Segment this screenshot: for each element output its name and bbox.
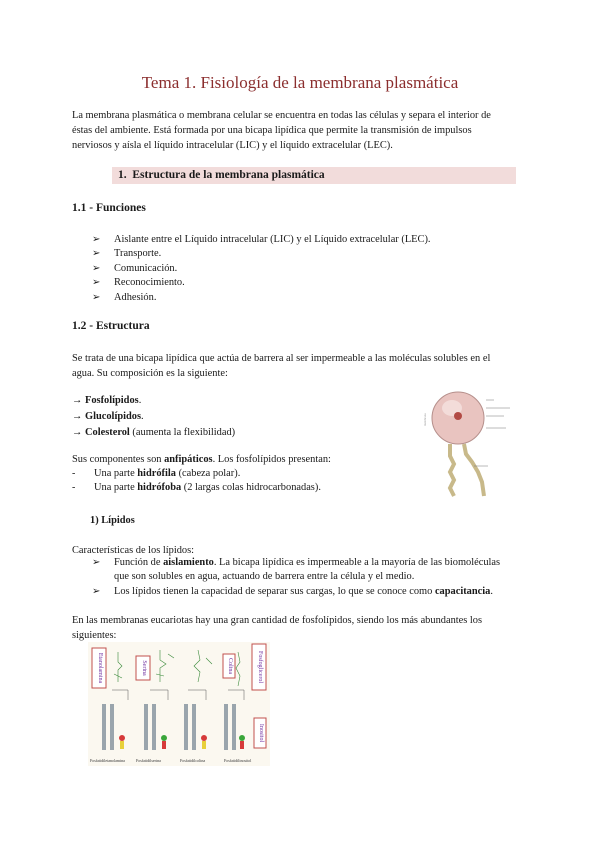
- dash-bullet: -: [72, 468, 76, 479]
- list-item: ➢ Transporte.: [92, 247, 431, 261]
- estructura-paragraph: [72, 351, 532, 381]
- right-arrow-icon: →: [72, 395, 85, 406]
- molecule-sketches: [114, 650, 240, 686]
- phospholipid-tails: [450, 444, 484, 496]
- composition-list: [72, 393, 235, 441]
- right-arrow-icon: →: [72, 427, 85, 438]
- paragraph-line: agua. Su composición es la siguiente:: [72, 368, 228, 379]
- figure-label-inositol: Inositol: [258, 723, 264, 743]
- arrow-bullet-icon: ➢: [92, 277, 101, 289]
- intro-line: La membrana plasmática o membrana celular se encuentra en todas las células y separa el interior de: [72, 110, 491, 121]
- label-box: [92, 648, 106, 688]
- figure-label-etanolamina: Etanolamina: [97, 652, 103, 684]
- composition-item: → Colesterol (aumenta la flexibilidad): [72, 427, 236, 438]
- list-item: ➢ Reconocimiento.: [92, 276, 431, 290]
- anfipaticos-line: Sus componentes son anfipáticos. Los fosfolípidos presentan:: [72, 454, 331, 465]
- intro-line: éstas del ambiente. Está formada por una bicapa lipídica que permite la transmisión de impulsos: [72, 125, 472, 136]
- phospholipid-diagram: [424, 386, 520, 506]
- lipidos-heading: 1) Lípidos: [90, 515, 135, 526]
- arrow-bullet-icon: ➢: [92, 557, 101, 568]
- arrow-bullet-icon: ➢: [92, 248, 101, 260]
- page-title: Tema 1. Fisiología de la membrana plasmática: [141, 73, 459, 92]
- svg-text:membrana: membrana: [423, 413, 427, 426]
- caption-fosfatidilserina: Fosfatidilserina: [136, 758, 161, 763]
- arrow-bullet-icon: ➢: [92, 262, 101, 274]
- figure-label-serina: Serina: [141, 660, 147, 676]
- list-item: ➢ Aislante entre el Líquido intracelular (LIC) y el Líquido extracelular (LEC).: [92, 233, 431, 247]
- figure-label-fosfoglicerol: Fosfoglicerol: [257, 651, 263, 683]
- label-box: [252, 644, 266, 690]
- caption-fosfatidilcolina: Fosfatidilcolina: [180, 758, 206, 763]
- funciones-heading: 1.1 - Funciones: [72, 202, 146, 214]
- arrow-bullet-icon: ➢: [92, 291, 101, 303]
- composition-item: → Glucolípidos.: [72, 411, 144, 422]
- section-1-heading: [112, 167, 516, 184]
- funciones-list: [92, 233, 431, 305]
- arrow-bullet-icon: ➢: [92, 585, 101, 597]
- intro-line: nerviosos y aísla el líquido intracelular (LIC) y el líquido extracelular (LEC).: [72, 140, 393, 151]
- partes-list: [72, 467, 321, 496]
- phospholipids-figure: [88, 642, 270, 766]
- eucariotas-paragraph: [72, 613, 532, 643]
- section-label: Estructura de la membrana plasmática: [132, 169, 325, 181]
- list-item: - Una parte hidrófila (cabeza polar).: [72, 467, 321, 481]
- estructura-heading: 1.2 - Estructura: [72, 320, 150, 332]
- paragraph-line: siguientes:: [72, 630, 117, 641]
- phospholipid-head: [432, 392, 484, 444]
- list-item: ➢ Los lípidos tienen la capacidad de separar sus cargas, lo que se conoce como capacitancia.: [92, 585, 532, 599]
- paragraph-line: Se trata de una bicapa lipídica que actúa de barrera al ser impermeable a las moléculas solubles en el: [72, 353, 491, 364]
- list-item: ➢ Adhesión.: [92, 291, 431, 305]
- lipidos-list: [92, 556, 532, 599]
- list-item: ➢ Comunicación.: [92, 262, 431, 276]
- figure-label-colina: Colina: [227, 658, 233, 674]
- arrow-bullet-icon: ➢: [92, 234, 101, 245]
- dash-bullet: -: [72, 482, 76, 494]
- intro-paragraph: [72, 108, 532, 153]
- list-item: - Una parte hidrófoba (2 largas colas hidrocarbonadas).: [72, 481, 321, 495]
- caption-fosfatidilinositol: Fosfatidilinositol: [224, 758, 252, 763]
- right-arrow-icon: →: [72, 411, 85, 422]
- caption-fosfatidiletanolamina: Fosfatidiletanolamina: [90, 758, 125, 763]
- section-number: 1.: [118, 169, 127, 181]
- lipidos-intro: Características de los lípidos:: [72, 545, 195, 556]
- list-item: ➢ Función de aislamiento. La bicapa lipídica es impermeable a la mayoría de las biomoléculas que son solubles en agua, actuando de barrera entre la célula y el medio.: [92, 557, 501, 583]
- label-box: [136, 656, 150, 680]
- label-box: [254, 718, 266, 748]
- composition-item: → Fosfolípidos.: [72, 395, 142, 406]
- paragraph-line: En las membranas eucariotas hay una gran cantidad de fosfolípidos, siendo los más abundantes los: [72, 615, 483, 626]
- label-box: [223, 654, 235, 678]
